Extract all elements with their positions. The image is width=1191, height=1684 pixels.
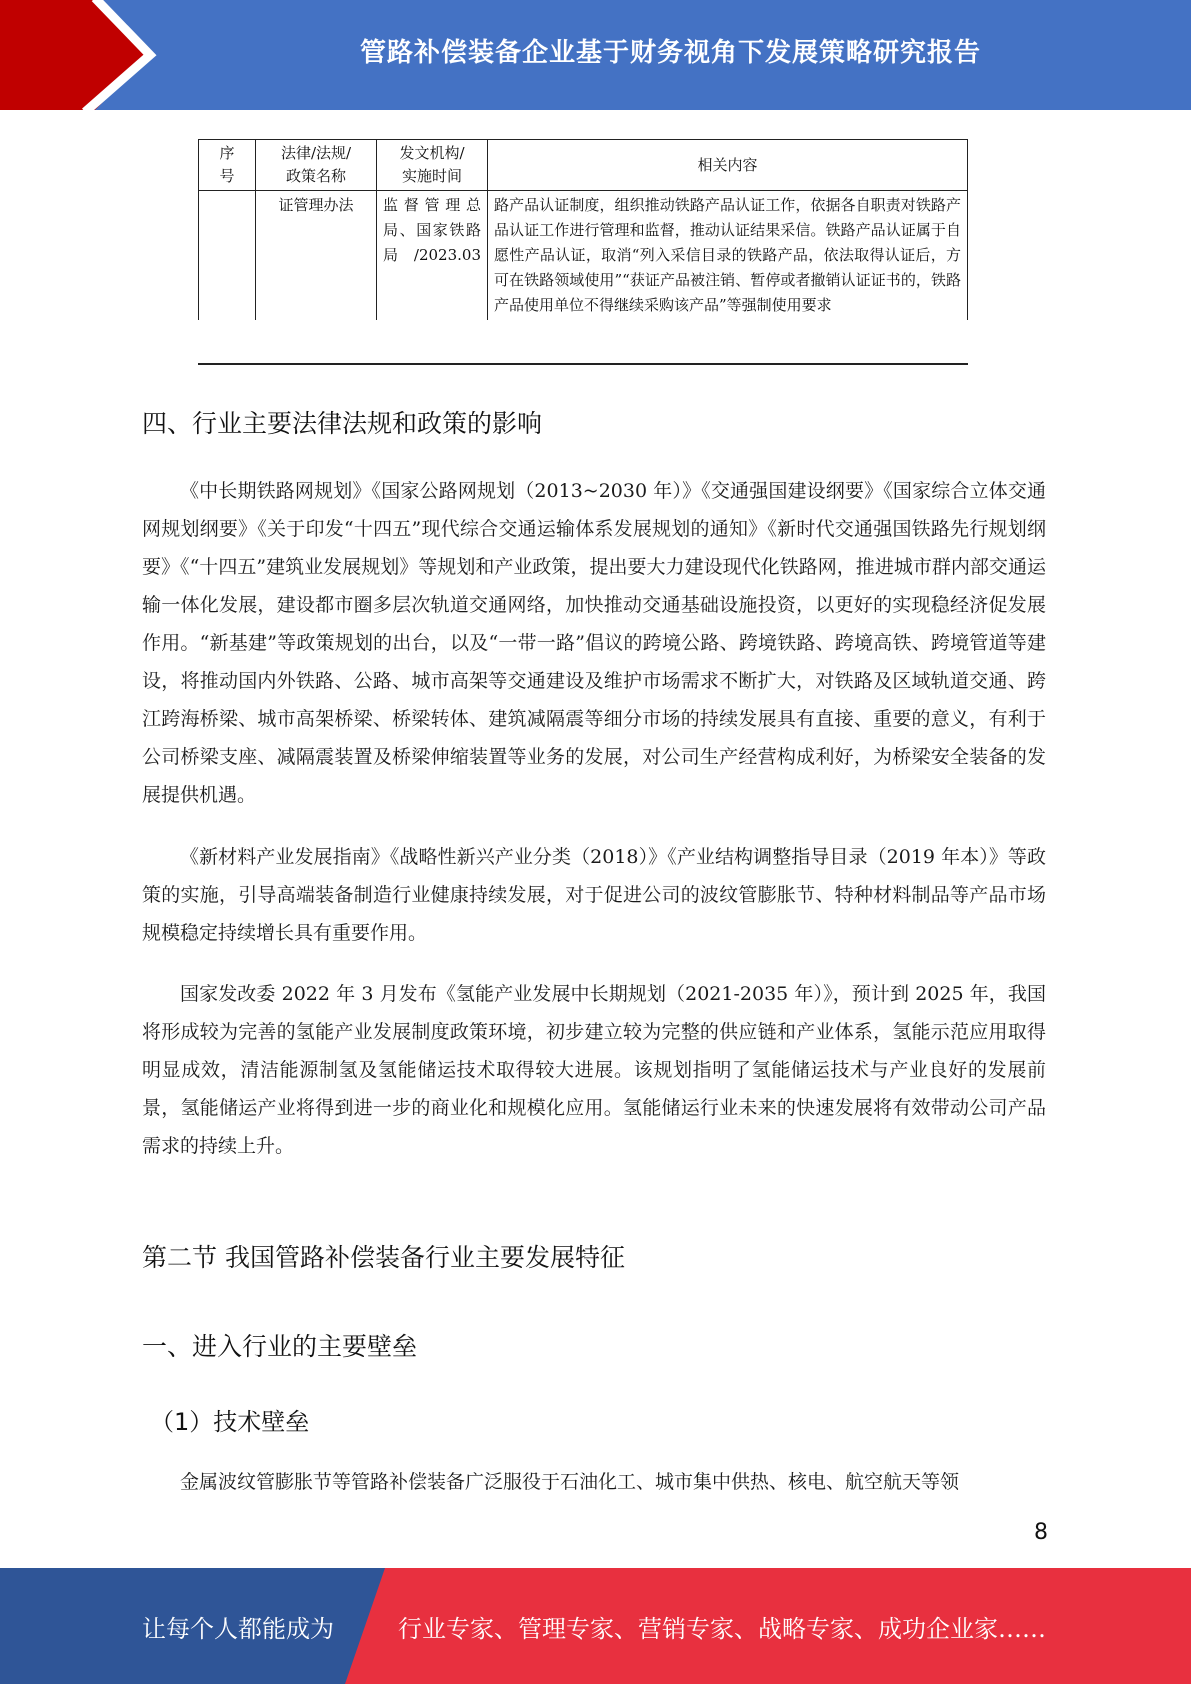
page-header [0,0,1191,110]
paragraph: 金属波纹管膨胀节等管路补偿装备广泛服役于石油化工、城市集中供热、核电、航空航天等领 [180,1471,960,1493]
header-arrow-decoration [0,0,160,110]
col-header-number: 序 号 [199,140,256,191]
footer-slogan-left: 让每个人都能成为 [142,1614,334,1643]
table-bottom-border [198,363,968,365]
cell-name: 证管理办法 [256,191,377,321]
col-header-issuer: 发文机构/ 实施时间 [377,140,488,191]
col-header-name: 法律/法规/ 政策名称 [256,140,377,191]
page-footer [0,1568,1191,1684]
subsection-heading: 一、进入行业的主要壁垒 [142,1332,418,1361]
col-header-content: 相关内容 [488,140,968,191]
chapter-heading: 第二节 我国管路补偿装备行业主要发展特征 [142,1243,625,1272]
header-title: 管路补偿装备企业基于财务视角下发展策略研究报告 [359,37,981,68]
table-row [199,191,968,321]
paragraph: 国家发改委 2022 年 3 月发布《氢能产业发展中长期规划（2021-2035 年）》，预计到 2025 年，我国将形成较为完善的氢能产业发展制度政策环境，初步建立较为完整的供应链和产业体系，氢能示范应用取得明显成效，清洁能源制氢及氢能储运技术取得较大进展。该规划指明了氢能储运技术与产业良好的发展前景，氢能储运产业将得到进一步的商业化和规模化应用。氢能储运行业未来的快速发展将有效带动公司产品需求的持续上升。 [142,983,1046,1157]
section-heading: 四、行业主要法律法规和政策的影响 [142,409,543,438]
sub-subsection-heading: （1）技术壁垒 [150,1408,310,1436]
footer-slogan-right: 行业专家、管理专家、营销专家、战略专家、成功企业家…… [398,1614,1046,1643]
paragraph: 《新材料产业发展指南》《战略性新兴产业分类（2018）》《产业结构调整指导目录（2019 年本）》等政策的实施，引导高端装备制造行业健康持续发展，对于促进公司的波纹管膨胀节、特种材料制品等产品市场规模稳定持续增长具有重要作用。 [142,846,1046,944]
cell-issuer: 监督管理总局、国家铁路局/2023.03 [377,191,488,321]
cell-content: 路产品认证制度，组织推动铁路产品认证工作，依据各自职责对铁路产品认证工作进行管理和监督，推动认证结果采信。铁路产品认证属于自愿性产品认证，取消“列入采信目录的铁路产品，依法取得认证后，方可在铁路领域使用”“获证产品被注销、暂停或者撤销认证证书的，铁路产品使用单位不得继续采购该产品”等强制使用要求 [488,191,968,321]
paragraph: 《中长期铁路网规划》《国家公路网规划（2013~2030 年）》《交通强国建设纲要》《国家综合立体交通网规划纲要》《关于印发“十四五”现代综合交通运输体系发展规划的通知》《新时代交通强国铁路先行规划纲要》《“十四五”建筑业发展规划》等规划和产业政策，提出要大力建设现代化铁路网，推进城市群内部交通运输一体化发展，建设都市圈多层次轨道交通网络，加快推动交通基础设施投资，以更好的实现稳经济促发展作用。“新基建”等政策规划的出台，以及“一带一路”倡议的跨境公路、跨境铁路、跨境高铁、跨境管道等建设，将推动国内外铁路、公路、城市高架等交通建设及维护市场需求不断扩大，对铁路及区域轨道交通、跨江跨海桥梁、城市高架桥梁、桥梁转体、建筑减隔震等细分市场的持续发展具有直接、重要的意义，有利于公司桥梁支座、减隔震装置及桥梁伸缩装置等业务的发展，对公司生产经营构成利好，为桥梁安全装备的发展提供机遇。 [142,480,1046,806]
page-number: 8 [1034,1520,1048,1545]
cell-number [199,191,256,321]
regulations-table [198,139,968,320]
table-header-row [199,140,968,191]
